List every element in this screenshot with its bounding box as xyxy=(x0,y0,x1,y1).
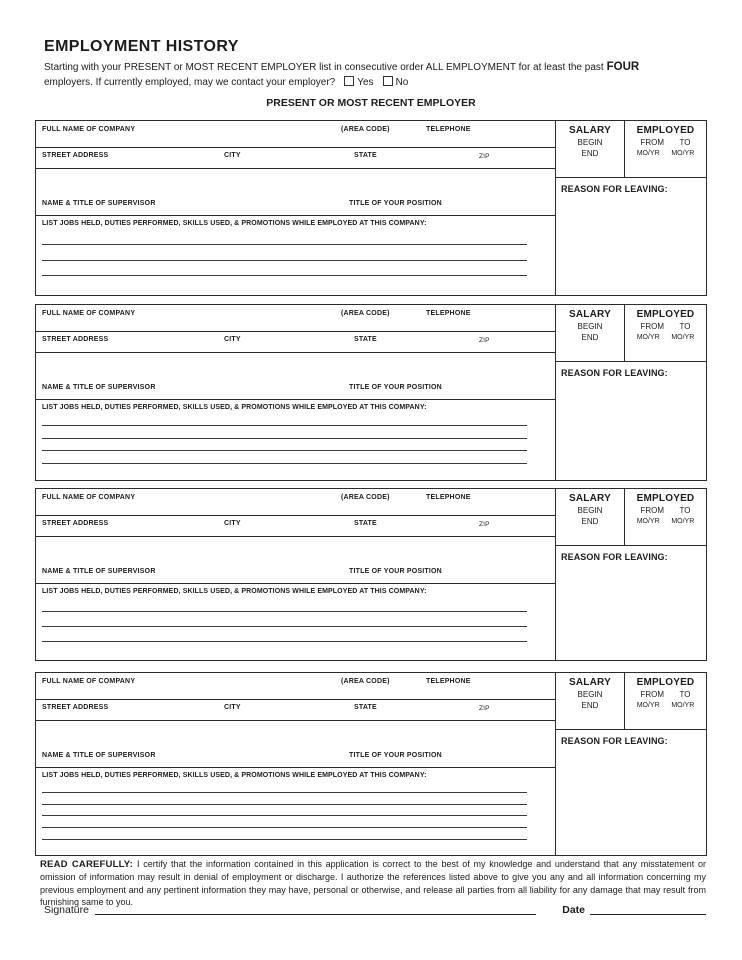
no-label: No xyxy=(395,77,409,88)
salary-employed-header xyxy=(556,673,706,730)
salary-employment-panel xyxy=(555,121,706,295)
address-row xyxy=(36,332,555,353)
date-label: Date xyxy=(562,904,585,916)
state-label: STATE xyxy=(354,336,377,343)
employed-label: EMPLOYED xyxy=(636,309,695,320)
area-code-label: (AREA CODE) xyxy=(341,678,390,685)
supervisor-label: NAME & TITLE OF SUPERVISOR xyxy=(42,568,156,575)
read-carefully-label: READ CAREFULLY: xyxy=(40,859,133,870)
supervisor-row xyxy=(36,563,555,584)
area-code-label: (AREA CODE) xyxy=(341,126,390,133)
jobs-write-lines xyxy=(36,595,555,660)
salary-label: SALARY xyxy=(569,677,611,688)
from-to-labels xyxy=(625,322,706,331)
blank-line xyxy=(42,438,527,439)
signature-row xyxy=(44,902,706,916)
section-heading: PRESENT OR MOST RECENT EMPLOYER xyxy=(266,97,476,109)
street-address-label: STREET ADDRESS xyxy=(42,704,109,711)
certification-text xyxy=(40,858,706,908)
area-code-label: (AREA CODE) xyxy=(341,310,390,317)
jobs-prompt-label: LIST JOBS HELD, DUTIES PERFORMED, SKILLS USED, & PROMOTIONS WHILE EMPLOYED AT THIS COMPANY: xyxy=(42,404,427,411)
supervisor-row xyxy=(36,195,555,216)
company-row xyxy=(36,305,555,332)
jobs-prompt-label: LIST JOBS HELD, DUTIES PERFORMED, SKILLS USED, & PROMOTIONS WHILE EMPLOYED AT THIS COMPANY: xyxy=(42,220,427,227)
address-row xyxy=(36,148,555,169)
from-to-labels xyxy=(625,138,706,147)
intro-line-1 xyxy=(44,61,704,73)
salary-employed-header xyxy=(556,305,706,362)
supervisor-row xyxy=(36,379,555,400)
reason-for-leaving-label: REASON FOR LEAVING: xyxy=(561,184,668,194)
telephone-label: TELEPHONE xyxy=(426,126,471,133)
from-to-labels xyxy=(625,506,706,515)
position-label: TITLE OF YOUR POSITION xyxy=(349,752,442,759)
jobs-prompt-label: LIST JOBS HELD, DUTIES PERFORMED, SKILLS USED, & PROMOTIONS WHILE EMPLOYED AT THIS COMPANY: xyxy=(42,588,427,595)
jobs-section xyxy=(36,584,555,660)
employed-box xyxy=(625,673,706,729)
from-label: FROM xyxy=(640,138,665,147)
employed-box xyxy=(625,121,706,177)
salary-employment-panel xyxy=(555,305,706,480)
moyr-to-label: MO/YR xyxy=(671,334,695,341)
employer-block-4 xyxy=(35,672,707,856)
position-label: TITLE OF YOUR POSITION xyxy=(349,384,442,391)
supervisor-row xyxy=(36,747,555,768)
moyr-labels xyxy=(625,334,706,341)
employed-label: EMPLOYED xyxy=(636,493,695,504)
page-title: EMPLOYMENT HISTORY xyxy=(44,38,239,55)
write-space xyxy=(36,537,555,563)
state-label: STATE xyxy=(354,520,377,527)
salary-begin-label: BEGIN xyxy=(577,322,603,331)
to-label: TO xyxy=(679,322,691,331)
yes-label: Yes xyxy=(357,77,374,88)
salary-box xyxy=(556,489,625,545)
supervisor-label: NAME & TITLE OF SUPERVISOR xyxy=(42,752,156,759)
jobs-write-lines xyxy=(36,779,555,855)
intro-text-1: Starting with your PRESENT or MOST RECENT EMPLOYER list in consecutive order ALL EMPLOYMENT for at least the past xyxy=(44,62,604,73)
blank-line xyxy=(42,463,527,464)
position-label: TITLE OF YOUR POSITION xyxy=(349,200,442,207)
employed-box xyxy=(625,489,706,545)
employer-block-3 xyxy=(35,488,707,661)
salary-employed-header xyxy=(556,121,706,178)
blank-line xyxy=(42,641,527,642)
moyr-from-label: MO/YR xyxy=(636,334,660,341)
blank-line xyxy=(42,425,527,426)
from-label: FROM xyxy=(640,506,665,515)
moyr-labels xyxy=(625,518,706,525)
salary-employed-header xyxy=(556,489,706,546)
date-line xyxy=(590,902,706,915)
blank-line xyxy=(42,804,527,805)
salary-begin-label: BEGIN xyxy=(577,506,603,515)
city-label: CITY xyxy=(224,336,241,343)
blank-line xyxy=(42,815,527,816)
salary-label: SALARY xyxy=(569,493,611,504)
telephone-label: TELEPHONE xyxy=(426,494,471,501)
salary-box xyxy=(556,673,625,729)
salary-end-label: END xyxy=(581,149,599,158)
blank-line xyxy=(42,244,527,245)
supervisor-label: NAME & TITLE OF SUPERVISOR xyxy=(42,384,156,391)
moyr-from-label: MO/YR xyxy=(636,518,660,525)
intro-text-2: employers. If currently employed, may we contact your employer? xyxy=(44,77,336,88)
salary-employment-panel xyxy=(555,673,706,855)
employer-details xyxy=(36,305,555,480)
employed-label: EMPLOYED xyxy=(636,125,695,136)
blank-line xyxy=(42,260,527,261)
area-code-label: (AREA CODE) xyxy=(341,494,390,501)
zip-label: ZIP xyxy=(479,521,490,528)
telephone-label: TELEPHONE xyxy=(426,310,471,317)
from-label: FROM xyxy=(640,690,665,699)
salary-end-label: END xyxy=(581,701,599,710)
company-label: FULL NAME OF COMPANY xyxy=(42,310,136,317)
moyr-from-label: MO/YR xyxy=(636,150,660,157)
jobs-section xyxy=(36,400,555,480)
company-row xyxy=(36,121,555,148)
street-address-label: STREET ADDRESS xyxy=(42,336,109,343)
company-label: FULL NAME OF COMPANY xyxy=(42,126,136,133)
telephone-label: TELEPHONE xyxy=(426,678,471,685)
jobs-write-lines xyxy=(36,411,555,480)
position-label: TITLE OF YOUR POSITION xyxy=(349,568,442,575)
employer-block-1 xyxy=(35,120,707,296)
from-to-labels xyxy=(625,690,706,699)
blank-line xyxy=(42,839,527,840)
yes-checkbox[interactable] xyxy=(344,76,354,86)
employed-box xyxy=(625,305,706,361)
moyr-to-label: MO/YR xyxy=(671,150,695,157)
certification-body: I certify that the information contained in this application is correct to the best of my knowledge and understand that any misstatement or omission of information may result in denial of employment or discharge. I authorize the references listed above to give you any and all information concerning my previous employment and any pertinent information they may have, personal or otherwise, and release all parties from all liability for any damage that may result from furnishing same to you. xyxy=(40,859,706,907)
intro-line-2 xyxy=(44,76,704,88)
city-label: CITY xyxy=(224,152,241,159)
reason-for-leaving-label: REASON FOR LEAVING: xyxy=(561,368,668,378)
write-space xyxy=(36,353,555,379)
jobs-prompt-label: LIST JOBS HELD, DUTIES PERFORMED, SKILLS USED, & PROMOTIONS WHILE EMPLOYED AT THIS COMPANY: xyxy=(42,772,427,779)
address-row xyxy=(36,516,555,537)
employed-label: EMPLOYED xyxy=(636,677,695,688)
salary-label: SALARY xyxy=(569,125,611,136)
salary-box xyxy=(556,305,625,361)
write-space xyxy=(36,169,555,195)
supervisor-label: NAME & TITLE OF SUPERVISOR xyxy=(42,200,156,207)
jobs-section xyxy=(36,216,555,295)
salary-label: SALARY xyxy=(569,309,611,320)
blank-line xyxy=(42,450,527,451)
salary-end-label: END xyxy=(581,333,599,342)
city-label: CITY xyxy=(224,520,241,527)
no-checkbox[interactable] xyxy=(383,76,393,86)
company-label: FULL NAME OF COMPANY xyxy=(42,678,136,685)
company-row xyxy=(36,489,555,516)
blank-line xyxy=(42,827,527,828)
reason-for-leaving-label: REASON FOR LEAVING: xyxy=(561,552,668,562)
salary-end-label: END xyxy=(581,517,599,526)
state-label: STATE xyxy=(354,152,377,159)
employer-block-2 xyxy=(35,304,707,481)
employer-details xyxy=(36,121,555,295)
salary-begin-label: BEGIN xyxy=(577,138,603,147)
from-label: FROM xyxy=(640,322,665,331)
signature-label: Signature xyxy=(44,904,89,916)
street-address-label: STREET ADDRESS xyxy=(42,152,109,159)
zip-label: ZIP xyxy=(479,337,490,344)
company-row xyxy=(36,673,555,700)
to-label: TO xyxy=(679,506,691,515)
zip-label: ZIP xyxy=(479,705,490,712)
to-label: TO xyxy=(679,138,691,147)
salary-begin-label: BEGIN xyxy=(577,690,603,699)
moyr-from-label: MO/YR xyxy=(636,702,660,709)
company-label: FULL NAME OF COMPANY xyxy=(42,494,136,501)
blank-line xyxy=(42,275,527,276)
salary-box xyxy=(556,121,625,177)
zip-label: ZIP xyxy=(479,153,490,160)
jobs-section xyxy=(36,768,555,855)
jobs-write-lines xyxy=(36,227,555,295)
state-label: STATE xyxy=(354,704,377,711)
blank-line xyxy=(42,611,527,612)
reason-for-leaving-label: REASON FOR LEAVING: xyxy=(561,736,668,746)
blank-line xyxy=(42,792,527,793)
salary-employment-panel xyxy=(555,489,706,660)
signature-line xyxy=(95,902,536,915)
employer-details xyxy=(36,489,555,660)
moyr-to-label: MO/YR xyxy=(671,518,695,525)
city-label: CITY xyxy=(224,704,241,711)
address-row xyxy=(36,700,555,721)
moyr-labels xyxy=(625,702,706,709)
to-label: TO xyxy=(679,690,691,699)
moyr-to-label: MO/YR xyxy=(671,702,695,709)
write-space xyxy=(36,721,555,747)
employer-details xyxy=(36,673,555,855)
moyr-labels xyxy=(625,150,706,157)
four-emphasis: FOUR xyxy=(606,61,640,73)
street-address-label: STREET ADDRESS xyxy=(42,520,109,527)
blank-line xyxy=(42,626,527,627)
